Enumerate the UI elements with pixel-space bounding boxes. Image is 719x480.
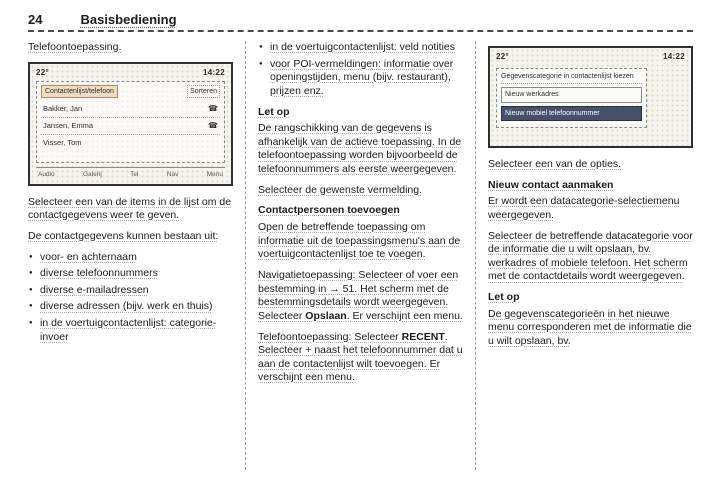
status-bar <box>36 68 225 78</box>
figure-phone-contact-list <box>28 62 233 186</box>
note-body: De gegevenscategorieën in het nieuwe menu corresponderen met de informatie die u wilt opslaan, bv. <box>488 307 692 348</box>
column-middle <box>245 41 475 470</box>
paragraph: Open de betreffende toepassing om informatie uit de toepassingsmenu's aan de voertuigcontactenlijst toe te voegen. <box>258 221 461 261</box>
paragraph <box>258 269 463 324</box>
paragraph: Selecteer de gewenste vermelding. <box>258 183 423 196</box>
paragraph: Selecteer de betreffende datacategorie voor de informatie die u wilt opslaan, bv. werkadres of mobiele telefoon. Het scherm met de contactdetails wordt weergegeven. <box>488 229 693 283</box>
dialog-option-selected: Nieuw mobiel telefoonnummer <box>501 106 642 121</box>
dock-bar <box>36 167 225 179</box>
paragraph: Selecteer een van de items in de lijst om de contactgegevens weer te geven. <box>28 195 232 222</box>
dock-item: Tel <box>130 171 139 179</box>
text-run: . Er verschijnt een menu. <box>346 309 463 322</box>
contact-data-list <box>28 251 233 345</box>
phone-icon: ☎ <box>208 120 218 130</box>
dock-item: Audio <box>38 171 55 179</box>
temperature-readout: 22° <box>36 67 49 77</box>
section-heading: Contactpersonen toevoegen <box>258 204 400 217</box>
temperature-readout: 22° <box>496 52 509 61</box>
page-header <box>28 12 693 32</box>
section-heading: Nieuw contact aanmaken <box>488 178 614 191</box>
contact-list <box>36 81 225 163</box>
paragraph: Er wordt een datacategorie-selectiemenu weergegeven. <box>488 195 680 221</box>
dock-item: Menu <box>206 171 223 179</box>
three-column-layout <box>28 41 693 470</box>
contact-name: Bakker, Jan <box>43 104 83 114</box>
list-title-chip: Contactenlijst/telefoon <box>41 85 118 98</box>
status-bar <box>496 52 685 62</box>
dock-item: Nav <box>166 171 179 179</box>
contact-name: Visser, Tom <box>43 137 82 147</box>
text-run: Navigatietoepassing: Selecteer of voer een bestemming in <box>258 268 459 295</box>
intro-text: Telefoontoepassing. <box>28 41 122 53</box>
note-body: De rangschikking van de gegevens is afhankelijk van de actieve toepassing. In de telefoontoepassing worden bijvoorbeeld de telefoonnummers als eerste weergegeven. <box>258 122 462 176</box>
sort-button: Sorteren <box>187 85 220 98</box>
contact-row <box>41 101 220 118</box>
page-number: 24 <box>28 12 43 27</box>
bullet-item: ● in de voertuigcontactenlijst: veld notities <box>258 41 463 55</box>
contact-name: Jansen, Emma <box>43 120 94 130</box>
contact-list-header <box>41 85 220 98</box>
clock-readout: 14:22 <box>203 67 225 77</box>
chapter-title: Basisbediening <box>80 12 177 27</box>
paragraph <box>258 331 463 386</box>
contact-row <box>41 135 220 151</box>
bullet-item: ● voor- en achternaam <box>28 251 233 265</box>
cross-reference: → 51 <box>329 282 355 295</box>
note-heading: Let op <box>488 291 520 304</box>
phone-icon: ☎ <box>208 104 218 113</box>
contact-data-list-continued <box>258 41 463 99</box>
text-run: . Selecteer + naast het telefoonnummer dat u aan de contactenlijst wilt toevoegen. Er verschijnt een menu. <box>258 330 463 384</box>
note-heading: Let op <box>258 105 290 118</box>
dialog-option: Nieuw werkadres <box>501 87 642 102</box>
bullet-item: ● diverse adressen (bijv. werk en thuis) <box>28 300 233 314</box>
clock-readout: 14:22 <box>663 52 685 61</box>
column-right <box>475 41 693 470</box>
bullet-item: ● in de voertuigcontactenlijst: categorie-invoer <box>28 317 233 344</box>
bullet-item: ● diverse telefoonnummers <box>28 267 233 281</box>
paragraph: Selecteer een van de opties. <box>488 158 622 170</box>
bold-term: RECENT <box>401 330 445 343</box>
text-run: . Het scherm met de bestemmingsdetails wordt weergegeven. Selecteer <box>258 282 449 322</box>
paragraph: De contactgegevens kunnen bestaan uit: <box>28 229 219 242</box>
bold-term: Opslaan <box>305 309 347 322</box>
contact-row <box>41 118 220 135</box>
bullet-item: ● voor POI-vermeldingen: informatie over openingstijden, menu (bijv. restaurant), prijzen enz. <box>258 58 463 99</box>
dialog-title: Gegevenscategorie in contactenlijst kiezen <box>501 72 642 84</box>
category-dialog <box>496 68 647 127</box>
column-left <box>28 41 245 470</box>
text-run: Telefoontoepassing: Selecteer <box>258 330 402 343</box>
bullet-item: ● diverse e-mailadressen <box>28 284 233 298</box>
dock-item: Galerij <box>82 171 102 179</box>
figure-category-dialog <box>488 46 693 148</box>
